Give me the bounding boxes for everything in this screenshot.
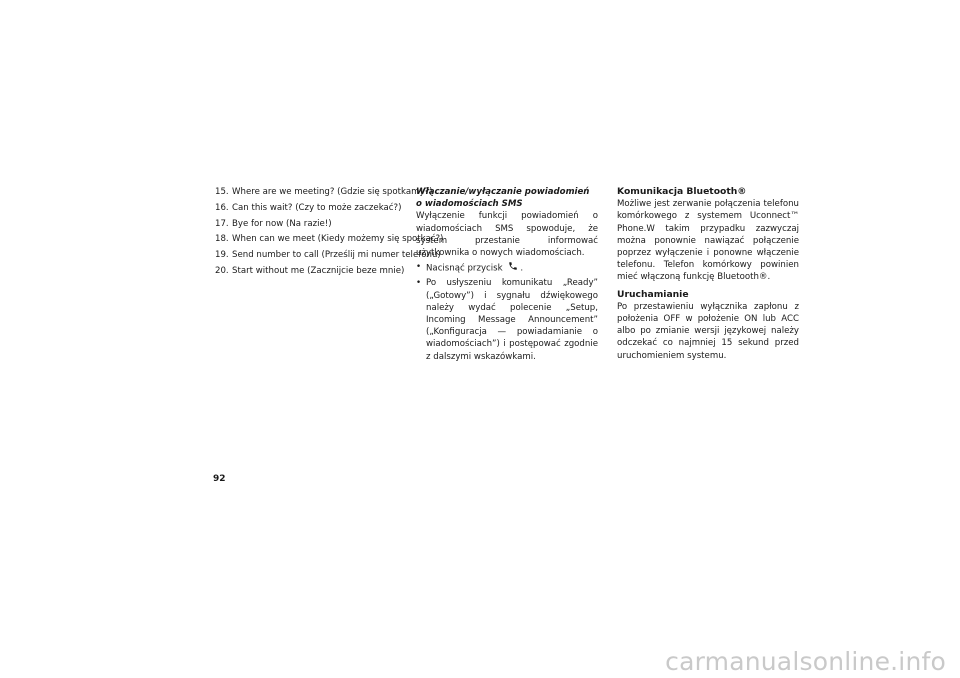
section-paragraph: Możliwe jest zerwanie połączenia telefonu komórkowego z systemem Uconnect™ Phone.W takim przypadku zazwyczaj można ponownie nawiązać połączenie poprzez wyłączenie i ponowne włączenie telefonu. Telefon komórkowy powinien mieć włączoną funkcję Bluetooth®. — [617, 199, 799, 283]
list-item: 20. Start without me (Zacznijcie beze mnie) — [215, 265, 405, 276]
section-paragraph: Wyłączenie funkcji powiadomień o wiadomościach SMS spowoduje, że system przestanie informować użytkownika o nowych wiadomościach. — [416, 211, 598, 259]
sms-notification-section — [416, 186, 598, 363]
page-number: 92 — [213, 474, 226, 484]
bullet-text: Nacisnąć przycisk — [426, 263, 503, 274]
bullet-item — [416, 261, 598, 275]
bullet-item — [416, 277, 598, 362]
list-item: 15. Where are we meeting? (Gdzie się spotkamy?) — [215, 187, 433, 197]
section-heading: Komunikacja Bluetooth® — [617, 186, 747, 197]
list-item: 17. Bye for now (Na razie!) — [215, 218, 332, 229]
bullet-text-end: . — [520, 263, 524, 274]
list-item: 16. Can this wait? (Czy to może zaczekać?) — [215, 202, 402, 213]
voice-command-list — [215, 186, 444, 281]
bullet-symbol: • — [416, 262, 422, 273]
bluetooth-section — [617, 186, 799, 362]
section-heading: Uruchamianie — [617, 288, 689, 300]
list-item: 18. When can we meet (Kiedy możemy się spotkać?) — [215, 234, 444, 245]
section-paragraph: Po przestawieniu wyłącznika zapłonu z położenia OFF w położenie ON lub ACC albo po zmianie wersji językowej należy odczekać co najmniej 15 sekund przed uruchomieniem systemu. — [617, 301, 799, 361]
bullet-symbol: • — [416, 278, 422, 289]
watermark: carmanualsonline.info — [665, 647, 946, 676]
list-item: 19. Send number to call (Prześlij mi numer telefonu) — [215, 250, 441, 261]
section-heading: Włączanie/wyłączanie powiadomień o wiadomościach SMS — [416, 187, 590, 210]
bullet-text: Po usłyszeniu komunikatu „Ready” („Gotowy”) i sygnału dźwiękowego należy wydać polecenie „Setup, Incoming Message Announcement” („Konfiguracja — powiadamianie o wiadomościach”) i postępować zgodnie z dalszymi wskazówkami. — [426, 278, 598, 362]
phone-icon — [508, 261, 518, 275]
